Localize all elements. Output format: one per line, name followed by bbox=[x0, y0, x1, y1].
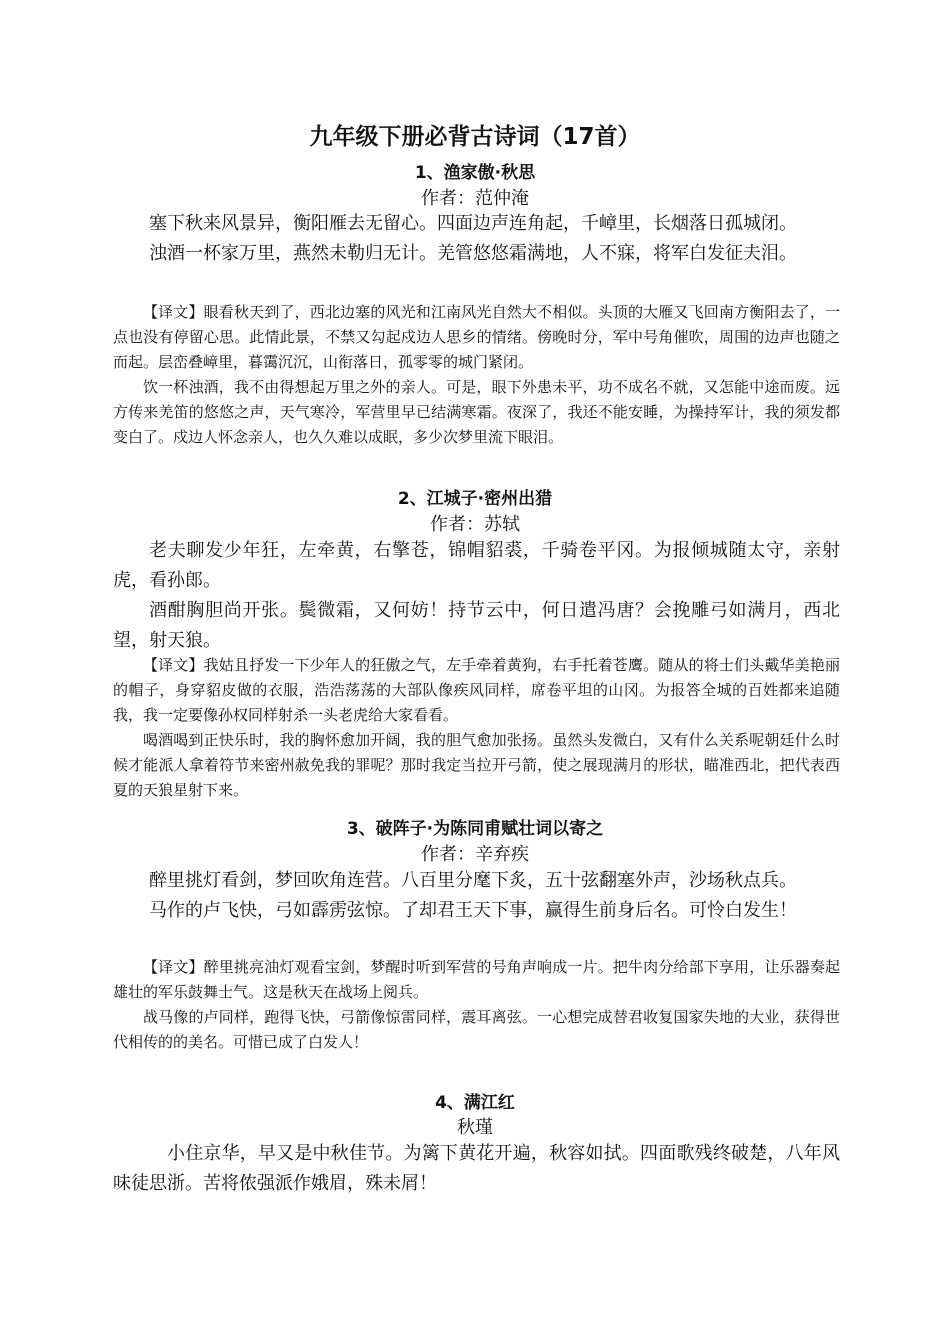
translation-paragraph bbox=[113, 300, 840, 375]
translation-text: 眼看秋天到了，西北边塞的风光和江南风光自然大不相似。头顶的大雁又飞回南方衡阳去了，一点也没有停留心思。此情此景，不禁又勾起戍边人思乡的情绪。傍晚时分，军中号角催吹，周围的边声也随之而起。层峦叠嶂里，暮霭沉沉，山衔落日，孤零零的城门紧闭。 bbox=[113, 303, 840, 371]
poem-author: 作者：范仲淹 bbox=[421, 188, 529, 209]
poem-text bbox=[113, 1139, 840, 1199]
poem-heading: 1、渔家傲·秋思 bbox=[414, 163, 536, 183]
translation-tag: 【译文】 bbox=[143, 303, 204, 321]
poem-line: 马作的卢飞快，弓如霹雳弦惊。了却君王天下事，赢得生前身后名。可怜白发生！ bbox=[149, 900, 797, 921]
translation-tag: 【译文】 bbox=[143, 958, 204, 976]
poem-line: 醉里挑灯看剑，梦回吹角连营。八百里分麾下炙，五十弦翻塞外声，沙场秋点兵。 bbox=[149, 870, 797, 891]
translation-paragraph: 喝酒喝到正快乐时，我的胸怀愈加开阔，我的胆气愈加张扬。虽然头发微白，又有什么关系呢朝廷什么时候才能派人拿着符节来密州赦免我的罪呢？那时我定当拉开弓箭，使之展现满月的形状，瞄准西北，把代表西夏的天狼星射下来。 bbox=[113, 731, 840, 799]
translation bbox=[113, 653, 840, 803]
translation bbox=[113, 300, 840, 450]
poem-line: 浊酒一杯家万里，燕然未勒归无计。羌管悠悠霜满地，人不寐，将军白发征夫泪。 bbox=[149, 243, 797, 264]
poem-text bbox=[113, 536, 840, 656]
translation-tag: 【译文】 bbox=[143, 656, 204, 674]
poem-author: 作者：苏轼 bbox=[430, 514, 520, 535]
poem-heading: 2、江城子·密州出猎 bbox=[397, 489, 553, 509]
poem-heading: 4、满江红 bbox=[435, 1093, 515, 1113]
translation-paragraph bbox=[113, 955, 840, 1005]
translation-text: 我姑且抒发一下少年人的狂傲之气，左手牵着黄狗，右手托着苍鹰。随从的将士们头戴华美艳丽的帽子，身穿貂皮做的衣服，浩浩荡荡的大部队像疾风同样，席卷平坦的山冈。为报答全城的百姓都来追随我，我一定要像孙权同样射杀一头老虎给大家看看。 bbox=[113, 656, 840, 724]
poem-author: 作者：辛弃疾 bbox=[421, 844, 529, 865]
poem-line: 酒酣胸胆尚开张。鬓微霜，又何妨！持节云中，何日遣冯唐？会挽雕弓如满月，西北望，射天狼。 bbox=[113, 600, 840, 651]
poem-heading: 3、破阵子·为陈同甫赋壮词以寄之 bbox=[346, 819, 604, 839]
poem-line: 小住京华，早又是中秋佳节。为篱下黄花开遍，秋容如拭。四面歌残终破楚，八年风味徒思浙。苦将侬强派作娥眉，殊未屑！ bbox=[113, 1143, 840, 1194]
poem-text bbox=[113, 866, 840, 926]
poem-author: 秋瑾 bbox=[457, 1117, 493, 1138]
translation-paragraph: 战马像的卢同样，跑得飞快，弓箭像惊雷同样，震耳离弦。一心想完成替君收复国家失地的大业，获得世代相传的的美名。可惜已成了白发人！ bbox=[113, 1008, 840, 1051]
translation bbox=[113, 955, 840, 1055]
translation-paragraph: 饮一杯浊酒，我不由得想起万里之外的亲人。可是，眼下外患未平，功不成名不就，又怎能中途而废。远方传来羌笛的悠悠之声，天气寒冷，军营里早已结满寒霜。夜深了，我还不能安睡，为操持军计，我的须发都变白了。戍边人怀念亲人，也久久难以成眠，多少次梦里流下眼泪。 bbox=[113, 378, 840, 446]
translation-text: 醉里挑亮油灯观看宝剑，梦醒时听到军营的号角声响成一片。把牛肉分给部下享用，让乐器奏起雄壮的军乐鼓舞士气。这是秋天在战场上阅兵。 bbox=[113, 958, 840, 1001]
translation-paragraph bbox=[113, 653, 840, 728]
document-title: 九年级下册必背古诗词（17首） bbox=[309, 124, 641, 150]
poem-line: 塞下秋来风景异，衡阳雁去无留心。四面边声连角起，千嶂里，长烟落日孤城闭。 bbox=[149, 213, 797, 234]
poem-line: 老夫聊发少年狂，左牵黄，右擎苍，锦帽貂裘，千骑卷平冈。为报倾城随太守，亲射虎，看孙郎。 bbox=[113, 540, 840, 591]
poem-text bbox=[113, 209, 840, 269]
